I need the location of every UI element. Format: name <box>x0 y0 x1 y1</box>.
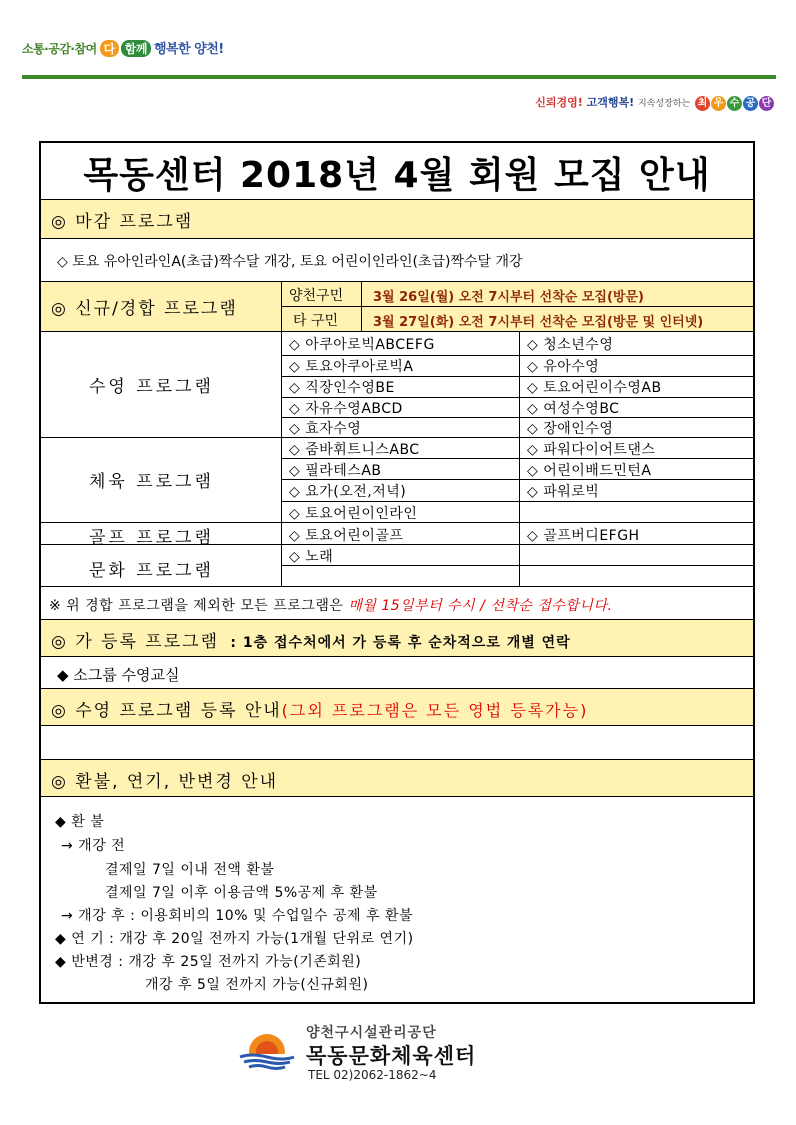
program-item: ◇ 토요어린이인라인 <box>289 506 418 522</box>
slogan-ball: 우 <box>711 96 726 111</box>
refund-line: 결제일 7일 이후 이용금액 5%공제 후 환불 <box>105 885 378 901</box>
refund-line: ◆ 연 기 : 개강 후 20일 전까지 가능(1개월 단위로 연기) <box>55 931 414 947</box>
program-item: ◇ 파워로빅 <box>527 484 600 500</box>
slogan-ball: 최 <box>695 96 710 111</box>
slogan-text: 소통·공감·참여 <box>22 42 97 56</box>
schedule-who: 타 구민 <box>293 313 339 329</box>
program-item: ◇ 효자수영 <box>289 421 362 437</box>
footer-org: 양천구시설관리공단 <box>306 1025 437 1041</box>
footer-tel: TEL 02)2062-1862~4 <box>308 1068 437 1082</box>
slogan-growth: 지속성장하는 <box>637 99 691 109</box>
program-item: ◇ 필라테스AB <box>289 463 382 479</box>
page-title: 목동센터 2018년 4월 회원 모집 안내 <box>83 155 711 196</box>
slogan-ball: 단 <box>759 96 774 111</box>
program-item: ◇ 파워다이어트댄스 <box>527 442 656 458</box>
header-divider <box>22 75 776 79</box>
closed-text: ◇ 토요 유아인라인A(초급)짝수달 개강, 토요 어린이인라인(초급)짝수달 개강 <box>57 254 523 270</box>
pe-category: 체육 프로그램 <box>89 472 214 492</box>
schedule-when: 3월 27일(화) 오전 7시부터 선착순 모집(방문 및 인터넷) <box>373 315 704 330</box>
program-item: ◇ 청소년수영 <box>527 337 614 353</box>
program-item: ◇ 여성수영BC <box>527 401 620 417</box>
slogan-happy: 행복한 양천! <box>153 42 224 57</box>
program-item: ◇ 골프버디EFGH <box>527 528 640 544</box>
new-heading: ◎ 신규/경합 프로그램 <box>51 299 238 319</box>
tentative-item: ◆ 소그룹 수영교실 <box>57 666 180 684</box>
swim-reg-title: ◎ 수영 프로그램 등록 안내 <box>51 701 282 721</box>
center-logo-icon <box>236 1028 298 1070</box>
refund-line: ◆ 반변경 : 개강 후 25일 전까지 가능(기존회원) <box>55 954 362 970</box>
program-item: ◇ 줌바휘트니스ABC <box>289 442 420 458</box>
swim-reg-heading <box>51 696 588 721</box>
program-item: ◇ 아쿠아로빅ABCEFG <box>289 337 435 353</box>
slogan-hab-badge: 함께 <box>121 40 151 57</box>
schedule-when: 3월 26일(월) 오전 7시부터 선착순 모집(방문) <box>373 290 644 305</box>
tentative-heading <box>51 627 571 652</box>
refund-heading: ◎ 환불, 연기, 반변경 안내 <box>51 772 279 792</box>
refund-line: ◆ 환 불 <box>55 814 105 830</box>
swim-reg-note: (그외 프로그램은 모든 영법 등록가능) <box>281 701 589 720</box>
program-item: ◇ 자유수영ABCD <box>289 401 403 417</box>
culture-category: 문화 프로그램 <box>89 561 214 581</box>
refund-line: 개강 후 5일 전까지 가능(신규회원) <box>145 977 369 993</box>
program-item: ◇ 어린이배드민턴A <box>527 463 652 479</box>
note-highlight: 매월 15일부터 수시 / 선착순 접수합니다. <box>348 598 613 614</box>
tentative-title: ◎ 가 등록 프로그램 <box>51 632 219 652</box>
header-slogan-left <box>22 38 224 57</box>
slogan-trust: 신뢰경영! <box>535 96 583 109</box>
refund-line: 결제일 7일 이내 전액 환불 <box>105 862 275 878</box>
note-prefix: ※ 위 경합 프로그램을 제외한 모든 프로그램은 <box>49 598 349 614</box>
notice-note <box>49 595 612 615</box>
slogan-ball: 공 <box>743 96 758 111</box>
program-item: ◇ 유아수영 <box>527 359 600 375</box>
program-item: ◇ 직장인수영BE <box>289 380 395 396</box>
refund-line: → 개강 전 <box>61 838 126 854</box>
slogan-ball: 수 <box>727 96 742 111</box>
program-item: ◇ 노래 <box>289 549 334 565</box>
program-item: ◇ 요가(오전,저녁) <box>289 484 407 500</box>
closed-heading: ◎ 마감 프로그램 <box>51 212 194 232</box>
header-slogan-right <box>535 94 774 111</box>
slogan-da-badge: 다 <box>100 40 119 57</box>
footer-center-name: 목동문화체육센터 <box>306 1044 477 1068</box>
golf-category: 골프 프로그램 <box>89 528 214 548</box>
program-item: ◇ 토요어린이수영AB <box>527 380 662 396</box>
slogan-customer: 고객행복! <box>586 96 635 109</box>
program-item: ◇ 장애인수영 <box>527 421 614 437</box>
schedule-who: 양천구민 <box>289 288 344 304</box>
notice-table <box>39 141 755 1004</box>
program-item: ◇ 토요어린이골프 <box>289 528 404 544</box>
refund-line: → 개강 후 : 이용회비의 10% 및 수업일수 공제 후 환불 <box>61 908 413 924</box>
program-item: ◇ 토요아쿠아로빅A <box>289 359 414 375</box>
tentative-sub: : 1층 접수처에서 가 등록 후 순차적으로 개별 연락 <box>230 635 571 651</box>
swim-category: 수영 프로그램 <box>89 377 214 397</box>
